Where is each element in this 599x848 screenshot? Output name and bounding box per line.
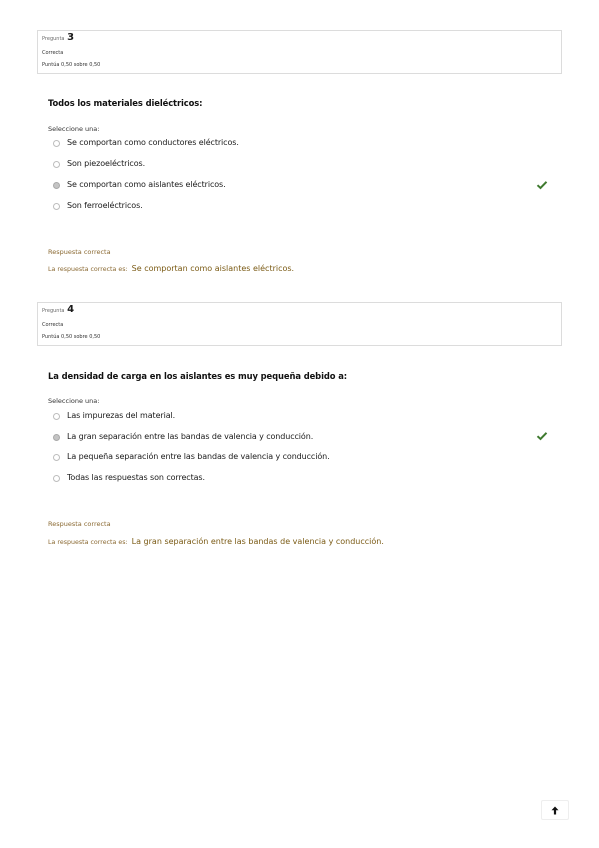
answer-option[interactable] (53, 413, 533, 427)
question-grade: Puntúa 0,50 sobre 0,50 (42, 62, 101, 68)
answer-option[interactable] (53, 161, 533, 175)
question-number-line (42, 32, 74, 43)
option-label: La pequeña separación entre las bandas de valencia y conducción. (67, 452, 330, 461)
option-label: Son ferroeléctricos. (67, 201, 143, 210)
option-label: Las impurezas del material. (67, 411, 176, 420)
question-state: Correcta (42, 322, 64, 328)
back-to-top-button[interactable] (541, 800, 569, 820)
question-number: 3 (67, 32, 75, 43)
feedback-title: Respuesta correcta (48, 248, 111, 256)
answer-option[interactable] (53, 182, 533, 196)
radio-button-selected[interactable] (53, 434, 60, 441)
answer-prompt: Seleccione una: (48, 125, 100, 133)
option-label: La gran separación entre las bandas de valencia y conducción. (67, 432, 314, 441)
option-label: Se comportan como conductores eléctricos. (67, 138, 239, 147)
correct-answer-prefix: La respuesta correcta es: (48, 266, 128, 273)
question-state: Correcta (42, 50, 64, 56)
question-info-3 (37, 30, 562, 74)
answer-option[interactable] (53, 475, 533, 489)
answer-option[interactable] (53, 203, 533, 217)
radio-button[interactable] (53, 413, 60, 420)
option-label: Todas las respuestas son correctas. (67, 473, 205, 482)
question-label: Pregunta (42, 308, 65, 314)
radio-button[interactable] (53, 161, 60, 168)
radio-button[interactable] (53, 140, 60, 147)
correct-answer-line (48, 537, 384, 546)
question-text: La densidad de carga en los aislantes es muy pequeña debido a: (48, 371, 348, 381)
correct-answer-text: La gran separación entre las bandas de valencia y conducción. (131, 537, 384, 546)
option-label: Se comportan como aislantes eléctricos. (67, 180, 226, 189)
check-icon (536, 180, 548, 190)
correct-answer-text: Se comportan como aislantes eléctricos. (131, 264, 295, 273)
answer-option[interactable] (53, 434, 533, 448)
arrow-up-icon (551, 806, 559, 815)
question-info-4 (37, 302, 562, 346)
correct-answer-line (48, 264, 294, 273)
radio-button-selected[interactable] (53, 182, 60, 189)
feedback-title: Respuesta correcta (48, 520, 111, 528)
radio-button[interactable] (53, 475, 60, 482)
answer-prompt: Seleccione una: (48, 397, 100, 405)
answer-option[interactable] (53, 454, 533, 468)
question-number-line (42, 304, 74, 315)
question-grade: Puntúa 0,50 sobre 0,50 (42, 334, 101, 340)
radio-button[interactable] (53, 203, 60, 210)
check-icon (536, 431, 548, 441)
answer-option[interactable] (53, 140, 533, 154)
radio-button[interactable] (53, 454, 60, 461)
option-label: Son piezoeléctricos. (67, 159, 146, 168)
correct-answer-prefix: La respuesta correcta es: (48, 539, 128, 546)
question-number: 4 (67, 304, 75, 315)
question-label: Pregunta (42, 36, 65, 42)
question-text: Todos los materiales dieléctricos: (48, 98, 203, 108)
